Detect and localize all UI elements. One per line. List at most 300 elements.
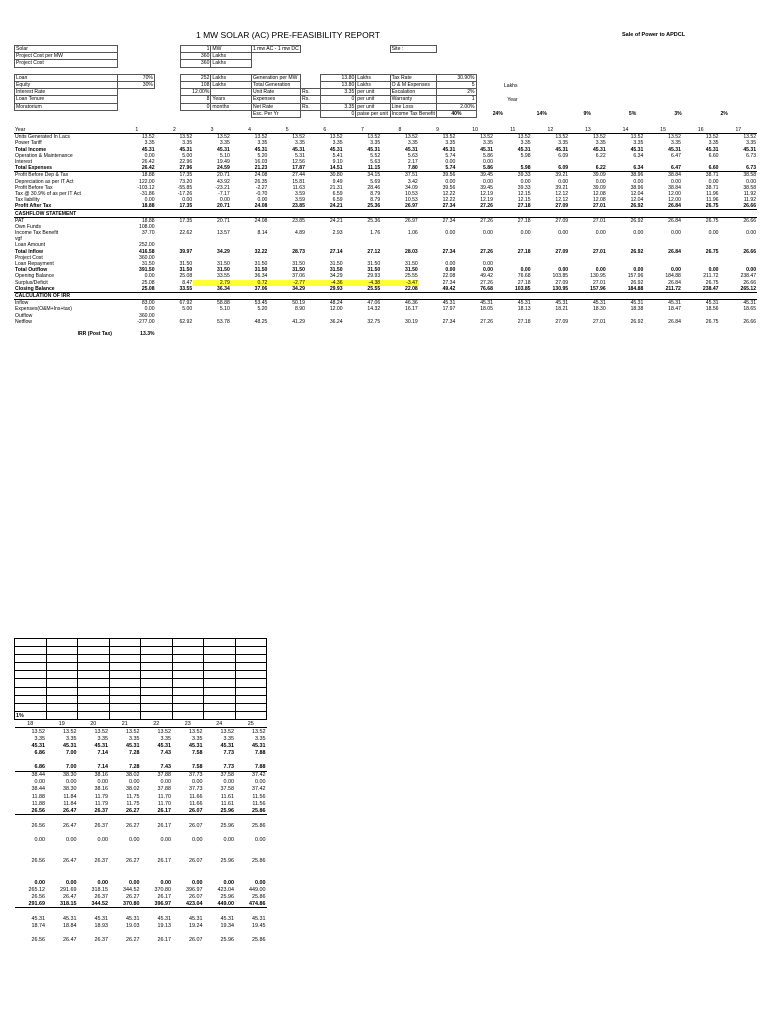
table-cell: 17.35 (156, 203, 194, 210)
table-cell (231, 292, 269, 299)
table-cell (564, 46, 609, 53)
table-cell (78, 756, 110, 763)
table-cell: 12.08 (592, 190, 606, 197)
table-cell (172, 872, 204, 879)
table-cell: Operation & Maintenance (15, 152, 73, 159)
table-cell: 360 (180, 60, 211, 67)
table-cell (141, 815, 173, 823)
table-cell: 24.08 (254, 172, 268, 179)
table-cell (172, 844, 204, 851)
table-cell (46, 695, 78, 703)
table-cell (235, 695, 267, 703)
table-cell (78, 815, 110, 823)
table-cell: 37.06 (292, 273, 305, 280)
table-cell: 12.19 (480, 197, 493, 204)
table-cell: 26.84 (668, 318, 681, 325)
table-cell (46, 639, 78, 647)
table-cell: 25.86 (252, 858, 266, 865)
table-cell: 27.01 (569, 203, 607, 210)
table-cell: 13.52 (94, 728, 108, 735)
table-cell: 26.27 (126, 858, 140, 865)
table-cell: 18.65 (743, 306, 757, 313)
table-cell (235, 647, 267, 655)
table-cell: 3.35 (320, 89, 356, 96)
table-row (15, 89, 748, 96)
table-cell (519, 103, 564, 110)
table-cell: 1 mw AC - 1 mw DC (252, 46, 299, 53)
table-cell (46, 872, 78, 879)
table-cell (15, 865, 47, 872)
table-cell: 26.07 (172, 807, 204, 815)
table-cell: 0.00 (520, 267, 531, 274)
table-cell (569, 292, 607, 299)
table-cell (437, 67, 476, 74)
table-cell (569, 210, 607, 217)
table-cell: 25.86 (235, 807, 267, 815)
table-cell: 9 (419, 127, 457, 134)
table-cell: 45.31 (126, 742, 140, 749)
table-row (15, 930, 267, 937)
table-cell: 26.92 (630, 217, 644, 224)
table-cell (701, 60, 748, 67)
table-cell: 0.00 (219, 197, 230, 204)
table-cell (301, 110, 321, 117)
table-cell (655, 60, 700, 67)
table-cell: 0.00 (445, 159, 456, 166)
table-cell: 20.71 (217, 217, 230, 224)
table-cell: 291.69 (15, 900, 47, 908)
table-cell (180, 110, 211, 117)
table-cell: 31.50 (405, 261, 418, 268)
table-cell: 22 (141, 719, 173, 727)
table-cell (301, 81, 321, 88)
table-cell: 37.51 (405, 172, 418, 179)
table-cell: 3.35 (192, 735, 203, 742)
table-cell: 26.84 (668, 248, 681, 255)
table-cell: Loan Amount (15, 242, 46, 249)
table-cell: 31.50 (329, 267, 343, 274)
table-row (15, 663, 267, 671)
table-cell: 3.35 (34, 735, 45, 742)
table-cell: 157.96 (627, 273, 644, 280)
table-cell: 25.96 (220, 858, 234, 865)
table-row (15, 822, 267, 829)
table-cell: 13.52 (252, 728, 266, 735)
table-cell: 12.12 (555, 190, 569, 197)
table-cell: 37.88 (157, 786, 171, 793)
table-cell: 3 (193, 127, 231, 134)
table-cell: 19.03 (126, 923, 140, 930)
table-cell: Year (14, 127, 118, 134)
table-cell: 6.86 (15, 764, 47, 772)
table-cell (78, 663, 110, 671)
table-cell (301, 67, 321, 74)
table-cell (456, 210, 494, 217)
table-cell: 0.00 (223, 779, 234, 786)
table-cell (118, 53, 155, 60)
table-cell (193, 210, 231, 217)
table-cell: Years (211, 96, 252, 103)
table-cell (172, 865, 204, 872)
table-cell: Netflow (15, 318, 32, 325)
table-cell: 0.00 (160, 837, 171, 844)
table-cell: 344.52 (78, 900, 110, 908)
table-cell: 0.00 (255, 879, 266, 886)
table-cell (344, 210, 382, 217)
table-cell: 33.55 (156, 286, 194, 293)
table-cell: 19.34 (220, 923, 234, 930)
table-cell: 11.88 (31, 793, 45, 800)
table-cell: Power Tariff (15, 140, 42, 147)
table-cell: 26.37 (94, 937, 108, 944)
table-cell (320, 60, 356, 67)
table-cell (610, 96, 655, 103)
table-cell: O & M Expenses (390, 81, 437, 88)
table-cell: 17.35 (179, 217, 193, 224)
table-cell: 9% (583, 111, 591, 118)
table-cell: per unit (356, 89, 390, 96)
table-cell: 5.63 (407, 152, 418, 159)
table-cell: 45.31 (592, 146, 606, 153)
table-cell (569, 331, 607, 337)
table-cell (46, 930, 78, 937)
table-cell: 5.74 (445, 152, 456, 159)
table-cell (476, 103, 519, 110)
table-cell (109, 663, 141, 671)
table-cell (172, 930, 204, 937)
table-cell: 3.35 (295, 140, 305, 147)
table-cell (701, 89, 748, 96)
table-cell: 3.59 (295, 197, 305, 204)
table-cell: 6 (306, 127, 344, 134)
table-cell: 45.31 (705, 146, 719, 153)
table-cell (118, 67, 155, 74)
table-cell: 45.31 (31, 916, 45, 923)
table-cell: 103.85 (552, 273, 569, 280)
table-cell (154, 60, 180, 67)
table-cell: 1% (15, 711, 47, 719)
table-cell: 416.58 (139, 248, 155, 255)
table-cell (655, 96, 700, 103)
table-cell: 38.96 (630, 184, 644, 191)
table-cell: 26.42 (141, 159, 155, 166)
table-cell: 0.00 (192, 779, 203, 786)
table-cell (141, 756, 173, 763)
table-cell: 0.00 (746, 267, 757, 274)
table-cell: 252.00 (139, 242, 155, 249)
table-cell: CALCULATION OF IRR (14, 292, 118, 299)
table-cell: 27.96 (156, 165, 194, 172)
table-cell: 26.07 (189, 893, 203, 900)
table-cell: 5.20 (257, 152, 268, 159)
table-cell: 0.00 (144, 306, 155, 313)
table-row (15, 858, 267, 865)
table-cell (519, 53, 564, 60)
table-cell (109, 687, 141, 695)
table-cell (78, 703, 110, 711)
table-cell: -2.27 (255, 184, 268, 191)
table-cell: Units Generated In Lacs (15, 134, 70, 141)
table-cell: 13.52 (405, 134, 418, 141)
table-cell: 22.96 (179, 159, 193, 166)
table-cell: -0.70 (255, 190, 268, 197)
table-cell (532, 210, 570, 217)
table-cell: 38.84 (668, 172, 681, 179)
table-cell: 22.62 (179, 230, 193, 237)
table-cell: 45.31 (329, 146, 343, 153)
table-cell: 45.31 (555, 146, 569, 153)
table-cell: 38.58 (743, 184, 757, 191)
table-cell: 17 (720, 127, 758, 134)
table-cell: 31.50 (292, 261, 305, 268)
table-cell (251, 53, 300, 60)
table-cell (46, 703, 78, 711)
table-cell: Expenses (251, 96, 300, 103)
table-cell (15, 687, 47, 695)
table-cell: 18.05 (480, 306, 493, 313)
table-cell: 20.71 (193, 203, 231, 210)
table-cell (109, 703, 141, 711)
table-cell: 26.17 (141, 807, 173, 815)
table-cell: 11.61 (220, 800, 234, 807)
table-cell (78, 908, 110, 916)
table-cell: 67.92 (179, 300, 193, 307)
table-cell: 12.04 (630, 197, 644, 204)
table-cell: 12.56 (292, 159, 305, 166)
table-row (15, 786, 267, 793)
table-cell: 14 (607, 127, 645, 134)
table-cell: per unit (356, 103, 390, 110)
table-cell: 130.95 (532, 286, 570, 293)
table-cell: 27.09 (555, 217, 569, 224)
table-cell: 211.72 (644, 286, 682, 293)
table-cell: 27.26 (480, 318, 493, 325)
table-cell: 11.61 (220, 793, 234, 800)
table-cell (701, 67, 748, 74)
table-cell: 2.79 (193, 280, 231, 286)
table-cell: 0.00 (708, 230, 719, 237)
table-cell: Lakhs (356, 74, 390, 81)
table-cell: Line Loss (390, 103, 437, 110)
table-cell: 25.86 (252, 893, 266, 900)
table-cell: 25.55 (344, 286, 382, 293)
table-cell (118, 292, 156, 299)
table-cell: 25.96 (220, 937, 234, 944)
table-cell: 45.31 (668, 300, 681, 307)
table-cell: 23.85 (268, 203, 306, 210)
table-cell (118, 103, 155, 110)
table-cell: 11.63 (292, 184, 305, 191)
table-row (15, 800, 267, 807)
table-cell: 3.35 (332, 140, 343, 147)
project-parameters-table (14, 45, 748, 118)
table-row (15, 110, 748, 117)
table-cell: 8.90 (295, 306, 305, 313)
table-cell: Lakhs (356, 81, 390, 88)
table-cell: 0.00 (144, 197, 155, 204)
table-row (14, 203, 757, 210)
table-cell: 45.31 (743, 146, 757, 153)
table-cell: 5.31 (295, 152, 305, 159)
table-cell (141, 695, 173, 703)
table-cell: 25.08 (179, 273, 193, 280)
table-cell (476, 67, 519, 74)
table-row (15, 771, 267, 779)
table-cell: 39.97 (179, 248, 193, 255)
table-cell: 3.35 (320, 103, 356, 110)
table-cell: 7.88 (235, 764, 267, 772)
table-cell: 45.31 (63, 916, 77, 923)
table-cell (172, 679, 204, 687)
table-cell (607, 292, 645, 299)
table-cell: 0 (180, 103, 211, 110)
table-cell (141, 671, 173, 679)
table-cell: 5.41 (332, 152, 343, 159)
table-cell: 26.75 (705, 248, 719, 255)
table-cell (204, 703, 236, 711)
table-cell (320, 67, 356, 74)
table-cell: 5 (268, 127, 306, 134)
table-cell (235, 711, 267, 719)
table-cell (610, 103, 655, 110)
table-cell: 26.97 (405, 217, 418, 224)
table-cell (301, 53, 321, 60)
table-cell: 38.02 (126, 786, 140, 793)
table-cell: 37.58 (220, 786, 234, 793)
table-cell: 0.00 (558, 178, 569, 185)
table-cell: 238.47 (740, 273, 757, 280)
table-cell (644, 331, 682, 337)
table-cell: 12.12 (555, 197, 569, 204)
table-cell: 18.21 (555, 306, 569, 313)
table-cell: 11.84 (63, 800, 77, 807)
table-cell: 29.93 (306, 286, 344, 293)
table-cell (109, 639, 141, 647)
table-row (15, 851, 267, 858)
table-cell: 26.37 (94, 893, 108, 900)
table-cell (141, 829, 173, 836)
table-row (15, 886, 267, 893)
table-cell: Esc. Per Yr (251, 110, 300, 117)
table-cell: 22.08 (381, 286, 419, 293)
table-cell: 34.09 (405, 184, 418, 191)
table-cell: 5.98 (520, 152, 531, 159)
table-cell (15, 671, 47, 679)
table-cell: 11.92 (743, 190, 757, 197)
table-cell: 108.00 (139, 223, 155, 230)
table-cell: 19.45 (252, 923, 266, 930)
table-cell: 31.50 (254, 267, 268, 274)
table-cell: 5.00 (182, 306, 193, 313)
table-cell: 39.09 (592, 184, 606, 191)
table-cell (15, 908, 47, 916)
table-cell: 3.35 (407, 140, 418, 147)
table-cell: 30.90% (437, 74, 476, 81)
table-cell: 18.88 (141, 217, 155, 224)
table-cell: 26.92 (630, 248, 644, 255)
table-cell: 26.37 (78, 807, 110, 815)
table-cell (655, 46, 700, 53)
table-cell (141, 655, 173, 663)
table-cell (356, 60, 390, 67)
table-cell (720, 292, 758, 299)
table-cell (519, 67, 564, 74)
table-cell: 11.79 (94, 800, 108, 807)
table-cell (564, 60, 609, 67)
table-cell: 53.78 (217, 318, 230, 325)
table-cell: 31.50 (367, 267, 381, 274)
table-cell: 0.00 (144, 273, 155, 280)
table-cell: 18.38 (630, 306, 644, 313)
table-cell (154, 53, 180, 60)
table-cell (109, 671, 141, 679)
table-cell (78, 687, 110, 695)
table-cell: 26.17 (157, 858, 171, 865)
table-row (14, 210, 757, 217)
table-cell (644, 210, 682, 217)
table-cell: Tax @ 30.9% of as per IT Act (15, 190, 81, 197)
table-cell: 13.52 (592, 134, 606, 141)
table-cell (141, 865, 173, 872)
table-cell: 1 (180, 46, 211, 53)
table-cell (655, 81, 700, 88)
table-cell (456, 331, 494, 337)
table-cell: 43.92 (217, 178, 230, 185)
table-cell: Depreciation as per IT Act (15, 178, 74, 185)
table-cell (109, 679, 141, 687)
table-cell (231, 210, 269, 217)
table-cell: 18.47 (668, 306, 681, 313)
table-cell: 31.50 (141, 261, 155, 268)
table-cell: 17.35 (179, 172, 193, 179)
table-cell: 4 (231, 127, 269, 134)
table-cell: 2 (156, 127, 194, 134)
table-cell: Own Funds (15, 223, 42, 230)
table-cell (141, 872, 173, 879)
table-cell (141, 703, 173, 711)
table-cell: 8.79 (370, 190, 381, 197)
table-cell: 11.88 (31, 800, 45, 807)
table-cell: 11.66 (189, 800, 203, 807)
table-cell: Project Cost per MW (15, 53, 118, 60)
table-cell (306, 292, 344, 299)
table-cell: Outflow (15, 312, 33, 319)
table-cell: 5.10 (219, 306, 230, 313)
table-cell: 48.24 (329, 300, 343, 307)
table-cell (356, 46, 390, 53)
table-cell: 45.31 (442, 300, 456, 307)
table-cell (109, 695, 141, 703)
table-cell: 37.70 (141, 230, 155, 237)
table-cell: 45.31 (141, 146, 155, 153)
table-cell: 45.31 (517, 300, 531, 307)
table-cell: 0.00 (34, 837, 45, 844)
table-cell (46, 647, 78, 655)
table-cell: 3.42 (407, 178, 418, 185)
table-cell: 0.00 (708, 178, 719, 185)
table-cell: 48.25 (254, 318, 268, 325)
table-cell (610, 89, 655, 96)
table-cell: 10.53 (405, 190, 418, 197)
table-cell: 0.00 (483, 178, 493, 185)
table-cell (118, 60, 155, 67)
table-cell: 0.00 (708, 267, 719, 274)
table-cell: 26.17 (157, 893, 171, 900)
table-cell: 0.00 (670, 267, 681, 274)
table-cell: 26.07 (189, 937, 203, 944)
table-cell (78, 872, 110, 879)
table-cell (235, 908, 267, 916)
